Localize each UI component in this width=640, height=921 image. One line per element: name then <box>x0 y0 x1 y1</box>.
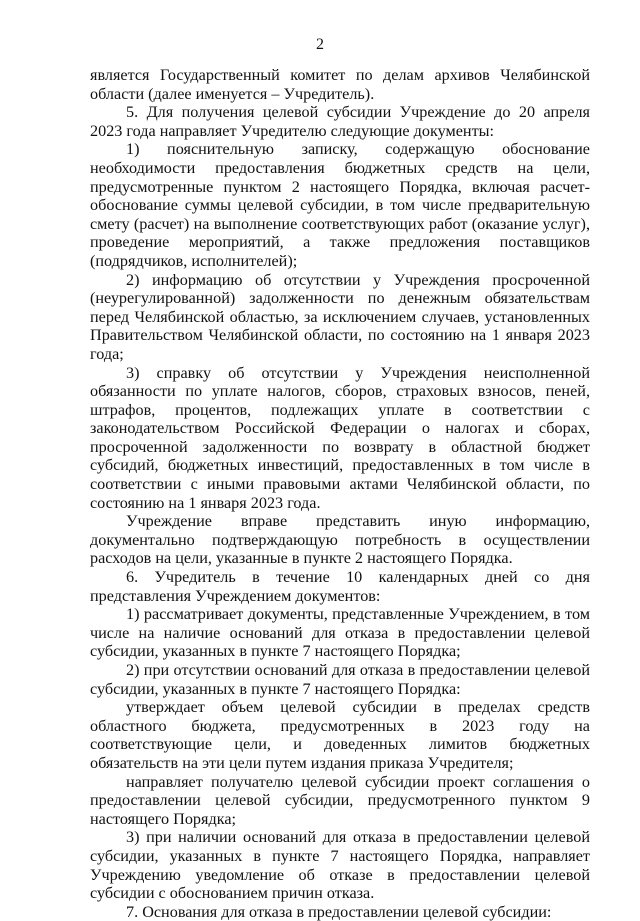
paragraph-item-6-1: 1) рассматривает документы, представленные Учреждением, в том числе на наличие оснований для отказа в предоставлении целевой субсидии, указанных в пункте 7 настоящего Порядка; <box>90 605 590 661</box>
paragraph-item-6-2: 2) при отсутствии оснований для отказа в предоставлении целевой субсидии, указанных в пункте 7 настоящего Порядка: <box>90 661 590 698</box>
paragraph-item-6: 6. Учредитель в течение 10 календарных дней со дня представления Учреждением документов: <box>90 568 590 605</box>
paragraph-item-6-2-send: направляет получателю целевой субсидии проект соглашения о предоставлении целевой субсидии, предусмотренного пунктом 9 настоящего Порядка; <box>90 772 590 828</box>
document-body <box>90 66 590 921</box>
paragraph-item-6-3: 3) при наличии оснований для отказа в предоставлении целевой субсидии, указанных в пункте 7 настоящего Порядка, направляет Учреждению уведомление об отказе в предоставлении целевой субсидии с обоснованием причин отказа. <box>90 828 590 903</box>
paragraph-item-5-1: 1) пояснительную записку, содержащую обоснование необходимости предоставления бюджетных средств на цели, предусмотренные пунктом 2 настоящего Порядка, включая расчет-обоснование суммы целевой субсидии, в том числе предварительную смету (расчет) на выполнение соответствующих работ (оказание услуг), проведение мероприятий, а также предложения поставщиков (подрядчиков, исполнителей); <box>90 140 590 270</box>
page-number: 2 <box>316 36 324 53</box>
paragraph-item-5-3: 3) справку об отсутствии у Учреждения неисполненной обязанности по уплате налогов, сборов, страховых взносов, пеней, штрафов, процентов, подлежащих уплате в соответствии с законодательством Российской Федерации о налогах и сборах, просроченной задолженности по возврату в областной бюджет субсидий, бюджетных инвестиций, предоставленных в том числе в соответствии с иными правовыми актами Челябинской области, по состоянию на 1 января 2023 года. <box>90 363 590 512</box>
paragraph-item-7: 7. Основания для отказа в предоставлении целевой субсидии: <box>126 902 552 921</box>
paragraph-item-6-2-approve: утверждает объем целевой субсидии в пределах средств областного бюджета, предусмотренных в 2023 году на соответствующие цели, и доведенных лимитов бюджетных обязательств на эти цели путем издания приказа Учредителя; <box>90 698 590 772</box>
paragraph-continuation: является Государственный комитет по делам архивов Челябинской области (далее именуется – Учредитель). <box>90 66 590 103</box>
paragraph-additional-info: Учреждение вправе представить иную информацию, документально подтверждающую потребность в осуществлении расходов на цели, указанные в пункте 2 настоящего Порядка. <box>90 512 590 568</box>
paragraph-item-5-2: 2) информацию об отсутствии у Учреждения просроченной (неурегулированной) задолженности по денежным обязательствам перед Челябинской областью, за исключением случаев, установленных Правительством Челябинской области, по состоянию на 1 января 2023 года; <box>90 270 590 363</box>
paragraph-item-5: 5. Для получения целевой субсидии Учреждение до 20 апреля 2023 года направляет Учредителю следующие документы: <box>90 103 590 140</box>
